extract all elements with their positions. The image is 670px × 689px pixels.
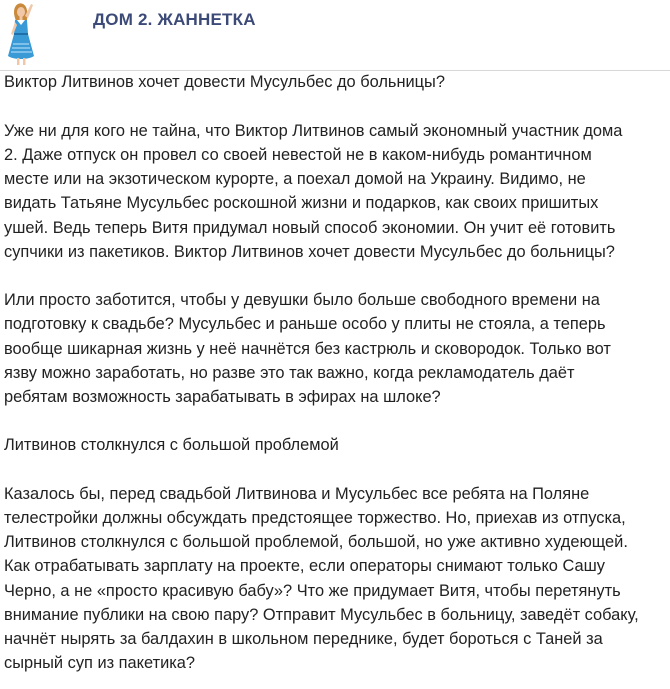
paragraph-line: ребятам возможность зарабатывать в эфирах на шлоке? xyxy=(4,388,441,407)
paragraph-line: Литвинов столкнулся с большой проблемой, большой, но уже активно худеющей. xyxy=(4,533,628,552)
paragraph-line: Казалось бы, перед свадьбой Литвинова и Мусульбес все ребята на Поляне xyxy=(4,484,590,503)
paragraph-line: супчики из пакетиков. Виктор Литвинов хочет довести Мусульбес до больницы? xyxy=(4,242,615,261)
site-title[interactable]: ДОМ 2. ЖАННЕТКА xyxy=(93,10,256,29)
paragraph-line: начнёт нырять за балдахин в школьном переднике, будет бороться с Таней за xyxy=(4,630,603,649)
paragraph-spacer xyxy=(4,94,668,119)
paragraph-line: Или просто заботится, чтобы у девушки было больше свободного времени на xyxy=(4,291,600,310)
article-lead: Виктор Литвинов хочет довести Мусульбес до больницы? xyxy=(4,73,445,91)
paragraph-line: месте или на экзотическом курорте, а поехал домой на Украину. Видимо, не xyxy=(4,170,586,189)
paragraph-line: видать Татьяне Мусульбес роскошной жизни и подарков, как своих пришитых xyxy=(4,194,599,213)
paragraph-line: Уже ни для кого не тайна, что Виктор Литвинов самый экономный участник дома xyxy=(4,121,623,140)
woman-in-blue-dress-icon xyxy=(4,0,40,66)
header xyxy=(0,0,670,70)
paragraph-spacer xyxy=(4,458,668,482)
paragraph-spacer xyxy=(4,409,668,433)
paragraph-line: ушей. Ведь теперь Витя придумал новый способ экономии. Он учит её готовить xyxy=(4,218,616,237)
paragraph-line: сырный суп из пакетика? xyxy=(4,654,196,673)
paragraph-line: внимание публики на свою пару? Отправит Мусульбес в больницу, заведёт собаку, xyxy=(4,605,639,624)
paragraph-spacer xyxy=(4,264,668,288)
paragraph-3 xyxy=(4,482,668,676)
paragraph-line: подготовку к свадьбе? Мусульбес и раньше особо у плиты не стояла, а теперь xyxy=(4,315,606,334)
paragraph-line: язву можно заработать, но разве это так важно, когда рекламодатель даёт xyxy=(4,363,575,382)
paragraph-line: 2. Даже отпуск он провел со своей невестой не в каком-нибудь романтичном xyxy=(4,146,592,164)
paragraph-line: телестройки должны обсуждать предстоящее торжество. Но, приехав из отпуска, xyxy=(4,509,626,527)
paragraph-line: вообще шикарная жизнь у неё начнётся без кастрюль и сковородок. Только вот xyxy=(4,339,611,358)
article-body xyxy=(4,70,668,675)
paragraph-line: Как отрабатывать зарплату на проекте, если операторы снимают только Сашу xyxy=(4,557,605,576)
article-subheading: Литвинов столкнулся с большой проблемой xyxy=(4,436,339,455)
paragraph-line: Черно, а не «просто красивую бабу»? Что же придумает Витя, чтобы перетянуть xyxy=(4,581,621,600)
paragraph-1 xyxy=(4,119,668,264)
paragraph-2 xyxy=(4,288,668,409)
